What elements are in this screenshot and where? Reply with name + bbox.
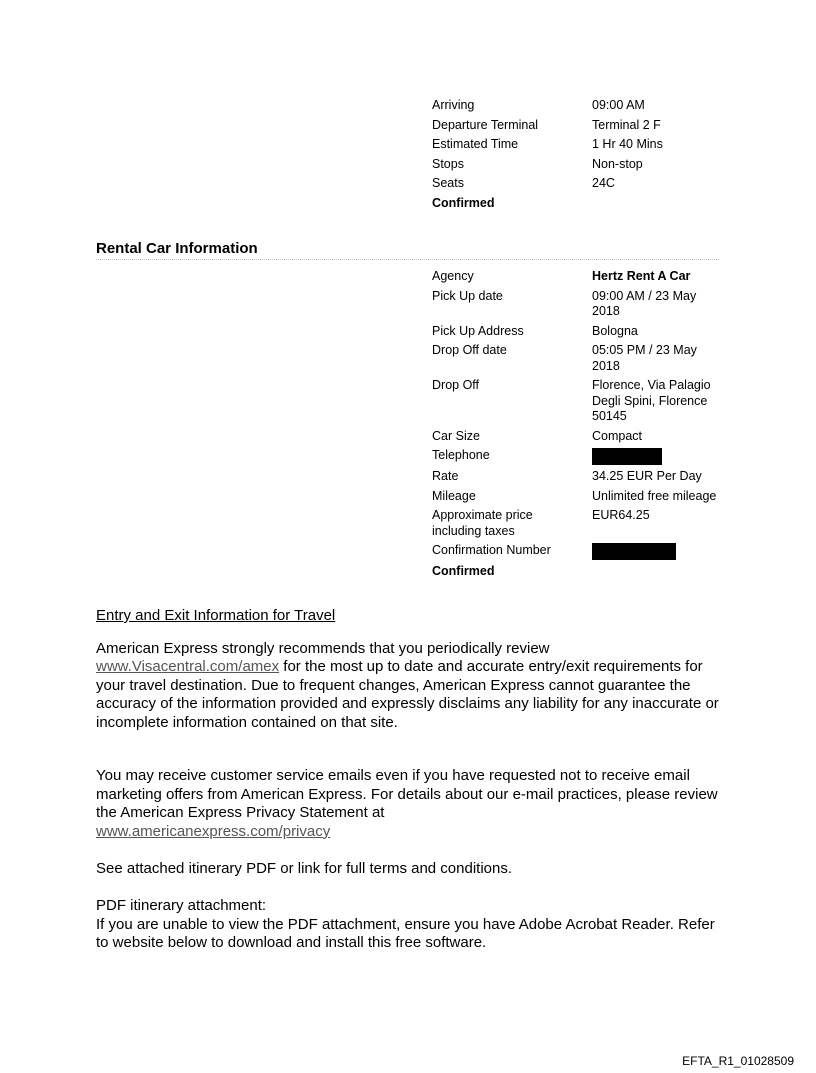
rental-label: Confirmation Number (432, 543, 551, 557)
pdf-heading: PDF itinerary attachment: (96, 897, 267, 914)
terms-section (96, 860, 726, 879)
flight-value: Terminal 2 F (592, 117, 661, 132)
rental-agency-value: Hertz Rent A Car (592, 269, 691, 283)
rental-pickup-address-value: Bologna (592, 323, 638, 338)
flight-row-stops (432, 157, 732, 173)
rental-row-car-size (432, 429, 732, 445)
rental-label: Mileage (432, 488, 476, 503)
rental-row-confirmation-number (432, 543, 732, 560)
rental-label: Rate (432, 469, 459, 483)
rental-status-row (432, 564, 732, 580)
pdf-section (96, 897, 726, 953)
flight-row-arriving (432, 98, 732, 114)
privacy-section (96, 767, 726, 841)
rental-dropoff-date-value: 05:05 PM / 23 May 2018 (592, 343, 697, 373)
flight-status: Confirmed (432, 195, 495, 210)
entry-exit-text-after: for the most up to date and accurate entry/exit requirements for your travel destination. Due to frequent changes, American Express cannot guarantee the accuracy of the information provided and expressly disclaims any liability for any inaccurate or incomplete information contained on that site. (96, 658, 719, 731)
redaction-box (592, 543, 676, 560)
flight-row-seats (432, 176, 732, 192)
rental-label: Drop Off (432, 378, 480, 392)
terms-text: See attached itinerary PDF or link for full terms and conditions. (96, 860, 513, 877)
rental-dropoff-value: Florence, Via Palagio Degli Spini, Florence 50145 (592, 378, 711, 423)
rental-label: Agency (432, 269, 474, 283)
rental-car-size-value: Compact (592, 428, 643, 443)
rental-label: Drop Off date (432, 343, 507, 357)
flight-label: Seats (432, 176, 464, 190)
rental-label: Pick Up date (432, 288, 503, 303)
privacy-text: You may receive customer service emails even if you have requested not to receive email marketing offers from American Express. For details about our e-mail practices, please review the American Express Privacy Statement at (96, 767, 718, 821)
flight-value: Non-stop (592, 156, 643, 171)
rental-row-pickup-address (432, 324, 732, 340)
flight-label: Departure Terminal (432, 117, 539, 132)
flight-value: 1 Hr 40 Mins (592, 137, 663, 151)
flight-details (432, 98, 732, 215)
flight-status-row (432, 196, 732, 212)
privacy-link[interactable]: www.americanexpress.com/privacy (96, 822, 331, 840)
rental-car-section-title: Rental Car Information (96, 240, 719, 260)
flight-label: Stops (432, 156, 464, 171)
rental-price-value: EUR64.25 (592, 508, 650, 522)
rental-label: Approximate price including taxes (432, 508, 533, 538)
rental-row-dropoff-date (432, 343, 732, 374)
flight-value: 09:00 AM (592, 98, 645, 112)
rental-row-rate (432, 469, 732, 485)
rental-row-price (432, 508, 732, 539)
rental-status: Confirmed (432, 564, 495, 578)
rental-row-pickup-date (432, 289, 732, 320)
rental-label: Pick Up Address (432, 323, 524, 338)
rental-row-telephone (432, 448, 732, 465)
entry-exit-text-before: American Express strongly recommends that you periodically review (96, 639, 550, 657)
rental-rate-value: 34.25 EUR Per Day (592, 469, 702, 483)
rental-label: Car Size (432, 428, 480, 443)
rental-row-dropoff (432, 378, 732, 425)
entry-exit-section (96, 607, 726, 732)
visacentral-link[interactable]: www.Visacentral.com/amex (96, 658, 280, 675)
rental-pickup-date-value: 09:00 AM / 23 May 2018 (592, 288, 697, 318)
redaction-box (592, 448, 662, 465)
rental-row-mileage (432, 489, 732, 505)
rental-label: Telephone (432, 448, 490, 462)
flight-row-estimated-time (432, 137, 732, 153)
rental-mileage-value: Unlimited free mileage (592, 488, 717, 503)
entry-exit-heading: Entry and Exit Information for Travel (96, 607, 336, 624)
flight-label: Estimated Time (432, 137, 519, 151)
entry-exit-paragraph (96, 640, 726, 733)
flight-value: 24C (592, 176, 615, 190)
rental-car-details (432, 269, 732, 584)
document-id: EFTA_R1_01028509 (682, 1054, 794, 1068)
flight-row-departure-terminal (432, 118, 732, 134)
rental-row-agency (432, 269, 732, 285)
pdf-text: If you are unable to view the PDF attachment, ensure you have Adobe Acrobat Reader. Refer to website below to download and install this free software. (96, 915, 715, 951)
flight-label: Arriving (432, 98, 475, 112)
